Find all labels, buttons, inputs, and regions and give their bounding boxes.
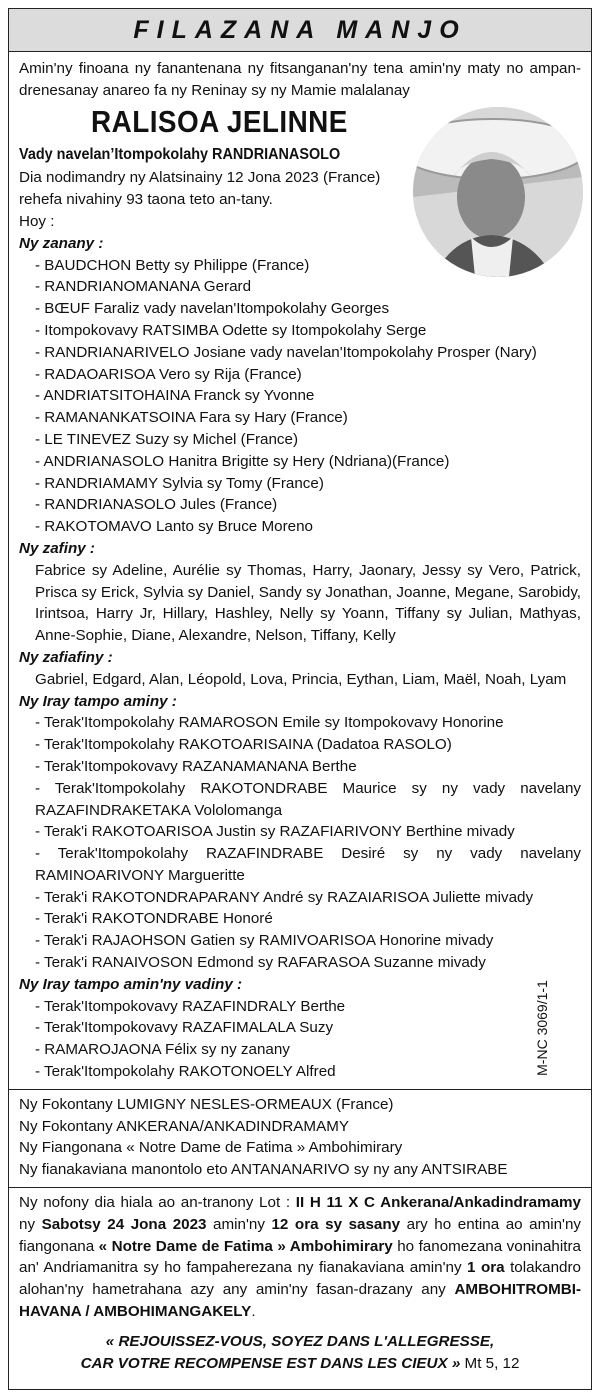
- list-item: - RANDRIANASOLO Jules (France): [35, 496, 278, 514]
- deceased-name: RALISOA JELINNE: [91, 103, 348, 139]
- list-item: - Terak'Itompokolahy RAMAROSON Emile sy Itompokovavy Honorine: [35, 714, 504, 732]
- list-item: - RAMAROJAONA Félix sy ny zanany: [35, 1041, 290, 1059]
- list-tampo-vadiny: [19, 996, 581, 1083]
- list-item: - Terak'Itompokolahy RAKOTONOELY Alfred: [35, 1063, 336, 1081]
- funeral-text: ary ho entina ao amin'ny fiangonana: [19, 1215, 581, 1255]
- funeral-text: .: [251, 1303, 256, 1321]
- section-title-tampo-vadiny: Ny Iray tampo amin'ny vadiny :: [19, 975, 243, 993]
- quote-line-2: CAR VOTRE RECOMPENSE EST DANS LES CIEUX »: [80, 1354, 461, 1372]
- funeral-hour: 1 ora: [467, 1259, 505, 1277]
- section-title-zafiny: Ny zafiny :: [19, 539, 95, 557]
- funeral-lot: II H 11 X C Ankerana/Ankadindramamy: [295, 1194, 582, 1212]
- quote-line-1: « REJOUISSEZ-VOUS, SOYEZ DANS L'ALLEGRESSE,: [105, 1332, 495, 1350]
- list-item: Ny fianakaviana manontolo eto ANTANANARIVO sy ny any ANTSIRABE: [19, 1161, 508, 1179]
- list-item: - Terak'Itompokovavy RAZAFIMALALA Suzy: [35, 1019, 334, 1037]
- funeral-text: ny: [19, 1215, 42, 1233]
- list-item: Ny Fokontany LUMIGNY NESLES-ORMEAUX (France): [19, 1095, 394, 1113]
- list-item: - Terak'Itompokolahy RAKOTONDRABE Maurice sy ny vady navelany RAZAFINDRAKETAKA Vololomanga: [35, 779, 581, 819]
- list-item: - RAMANANKATSOINA Fara sy Hary (France): [35, 409, 348, 427]
- list-item: - Terak'i RAKOTONDRAPARANY André sy RAZAIARISOA Juliette mivady: [35, 888, 534, 906]
- obituary-notice: [8, 8, 592, 1390]
- section-title-tampo-aminy: Ny Iray tampo aminy :: [19, 692, 177, 710]
- list-item: - LE TINEVEZ Suzy sy Michel (France): [35, 430, 299, 448]
- widow-line: Vady navelan’Itompokolahy RANDRIANASOLO: [19, 145, 341, 163]
- funeral-place: AMBOHITROMBI-HAVANA / AMBOHIMANGAKELY: [19, 1281, 581, 1321]
- list-item: - RANDRIANOMANANA Gerard: [35, 278, 252, 296]
- list-item: - Terak'Itompokolahy RAZAFINDRABE Desiré sy ny vady navelany RAMINOARIVONY Margueritte: [35, 845, 581, 884]
- funeral-text: tolakandro alohan'ny hametrahana azy any amin'ny fasan-drazany any: [19, 1259, 582, 1299]
- list-zanany: [19, 255, 581, 538]
- divider: [9, 1187, 591, 1188]
- zafiny-text: Fabrice sy Adeline, Aurélie sy Thomas, Harry, Jaonary, Jessy sy Vero, Patrick, Prisca sy Erick, Sylvia sy Daniel, Sandy sy Jonathan, Joanne, Megane, Sarobidy, Irintsoa, Harry Jr, Hillary, Hashley, Nelly sy Yoann, Tiffany sy Julian, Mathyas, Anne-Sophie, Diane, Alexandre, Nelson, Tiffany, Kelly: [35, 561, 581, 645]
- list-item: - Terak'i RANAIVOSON Edmond sy RAFARASOA Suzanne mivady: [35, 954, 486, 972]
- list-item: - Itompokovavy RATSIMBA Odette sy Itompokolahy Serge: [35, 321, 427, 339]
- funeral-time: 12 ora sy sasany: [271, 1215, 401, 1233]
- list-item: - BAUDCHON Betty sy Philippe (France): [35, 256, 310, 274]
- funeral-text: ho fanomezana voninahitra an' Andriamanitra sy ho fampaherezana ny fianakaviana amin'ny: [19, 1237, 581, 1277]
- list-item: - Terak'Itompokovavy RAZAFINDRALY Berthe: [35, 997, 346, 1015]
- list-item: - Terak'i RAJAOHSON Gatien sy RAMIVOARISOA Honorine mivady: [35, 932, 494, 950]
- zafiafiny-text: Gabriel, Edgard, Alan, Léopold, Lova, Princia, Eythan, Liam, Maël, Noah, Lyam: [35, 670, 567, 688]
- funeral-text: Ny nofony dia hiala ao an-tranony Lot :: [19, 1194, 296, 1212]
- intro-text: Amin'ny finoana ny fanantenana ny fitsanganan'ny tena amin'ny maty no ampan-drenesanay anareo fa ny Reninay sy ny Mamie malalanay: [19, 60, 581, 99]
- list-item: - ANDRIANASOLO Hanitra Brigitte sy Hery (Ndriana)(France): [35, 452, 450, 470]
- divider: [9, 1089, 591, 1090]
- list-item: - Terak'i RAKOTONDRABE Honoré: [35, 910, 273, 928]
- funeral-text: amin'ny: [206, 1215, 272, 1233]
- closing-quote: [19, 1331, 581, 1375]
- list-item: Ny Fokontany ANKERANA/ANKADINDRAMAMY: [19, 1117, 349, 1135]
- communities-list: [19, 1094, 581, 1181]
- section-title-zanany: Ny zanany :: [19, 234, 104, 252]
- list-item: Ny Fiangonana « Notre Dame de Fatima » Ambohimirary: [19, 1139, 403, 1157]
- list-item: - Terak'Itompokolahy RAKOTOARISAINA (Dadatoa RASOLO): [35, 736, 452, 754]
- list-item: - RADAOARISOA Vero sy Rija (France): [35, 365, 302, 383]
- funeral-details: [19, 1192, 581, 1323]
- list-tampo-aminy: [19, 712, 581, 974]
- death-line-2: rehefa nivahiny 93 taona teto an-tany.: [19, 191, 273, 209]
- list-item: - Terak'i RAKOTOARISOA Justin sy RAZAFIARIVONY Berthine mivady: [35, 823, 515, 841]
- death-line-1: Dia nodimandry ny Alatsinainy 12 Jona 2023 (France): [19, 169, 381, 187]
- quote-reference: Mt 5, 12: [460, 1354, 520, 1372]
- list-item: - RANDRIANARIVELO Josiane vady navelan'Itompokolahy Prosper (Nary): [35, 343, 537, 361]
- list-item: - RAKOTOMAVO Lanto sy Bruce Moreno: [35, 518, 313, 536]
- notice-banner: FILAZANA MANJO: [9, 9, 591, 52]
- section-title-zafiafiny: Ny zafiafiny :: [19, 648, 113, 666]
- reference-code: M-NC 3069/1-1: [534, 980, 550, 1076]
- funeral-date: Sabotsy 24 Jona 2023: [41, 1215, 207, 1233]
- list-item: - BŒUF Faraliz vady navelan'Itompokolahy Georges: [35, 300, 390, 318]
- list-item: - ANDRIATSITOHAINA Franck sy Yvonne: [35, 387, 315, 405]
- hoy-label: Hoy :: [19, 212, 55, 230]
- list-item: - Terak'Itompokovavy RAZANAMANANA Berthe: [35, 757, 357, 775]
- list-item: - RANDRIAMAMY Sylvia sy Tomy (France): [35, 474, 324, 492]
- funeral-church: « Notre Dame de Fatima » Ambohimirary: [98, 1237, 393, 1255]
